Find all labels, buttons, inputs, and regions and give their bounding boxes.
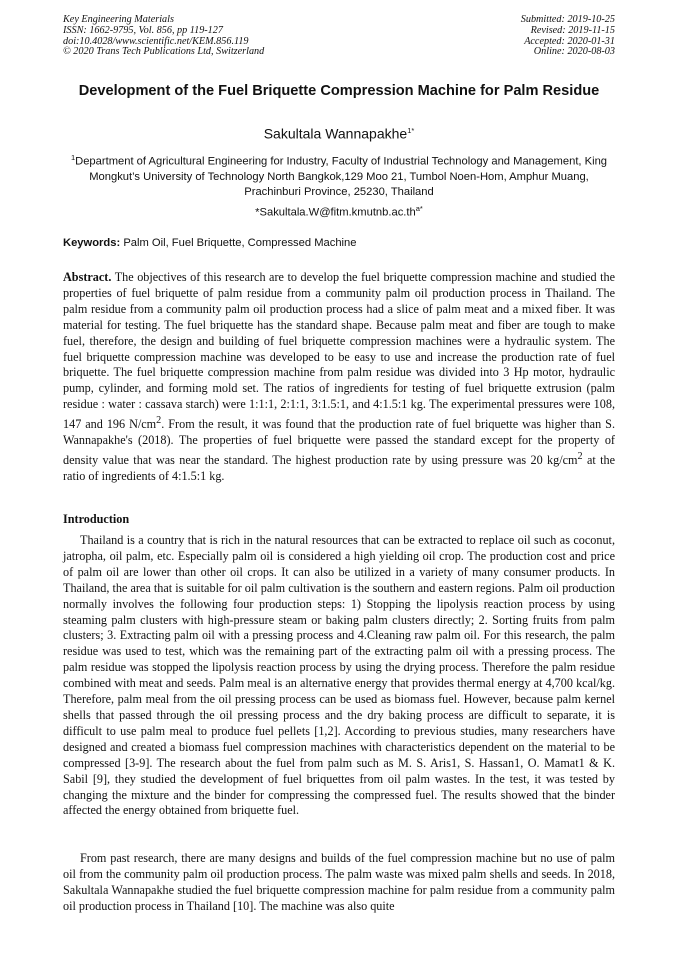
abstract-label: Abstract. xyxy=(63,270,112,284)
email-address[interactable]: *Sakultala.W@fitm.kmutnb.ac.th xyxy=(255,206,416,219)
keywords-text: Palm Oil, Fuel Briquette, Compressed Machine xyxy=(123,237,357,249)
journal-copyright: © 2020 Trans Tech Publications Ltd, Switzerland xyxy=(63,46,265,58)
submitted-date: Submitted: 2019-10-25 xyxy=(520,14,615,25)
abstract-text-2: . From the result, it was found that the production rate of fuel briquette was higher than S. Wannapakhe's (2018). The properties of fuel briquette were passed the standard except for the property of density value that was near the standard. The highest production rate by using pressure was 20 kg/cm xyxy=(63,417,615,468)
abstract-sup-1: 2 xyxy=(156,415,162,427)
keywords xyxy=(63,236,615,251)
author-email xyxy=(63,201,615,221)
journal-name: Key Engineering Materials xyxy=(63,14,174,25)
accepted-date: Accepted: 2020-01-31 xyxy=(524,35,615,47)
abstract-text-1: The objectives of this research are to develop the fuel briquette compression machine and studied the properties of fuel briquette of palm residue from a community palm oil production process in Thailand. The palm residue from a community palm oil production process had a slice of palm meat and a mixed fiber. It was material for testing. The fuel briquette has the standard shape. Because palm meat and fiber are tough to make fuel, therefore, the design and building of fuel briquette compression machines were a hydraulic system. The fuel briquette compression machine was developed to be easy to use and increase the production rate of fuel briquette. The fuel briquette compression machine from palm residue was divided into 3 Hp motor, hydraulic pump, cylinder, and forming mold set. The ratios of ingredients for testing of fuel briquette extrusion (palm residue : water : cassava starch) were 1:1:1, 2:1:1, 3:1.5:1, and 4:1.5:1 kg. The experimental pressures were 108, 147 and 196 N/cm xyxy=(63,270,615,432)
revised-date: Revised: 2019-11-15 xyxy=(530,24,615,36)
introduction-paragraph-1: Thailand is a country that is rich in the natural resources that can be extracted to replace oil such as coconut, jatropha, oil palm, etc. Especially palm oil is considered a high yielding oil crop. The production cost and price of palm oil are lower than other oil crops. It can also be utilized in a variety of many consumer products. In Thailand, the area that is suitable for oil palm cultivation is the southern and eastern regions. Palm oil production normally involves the following four production steps: 1) Stopping the lipolysis reaction process by using steaming palm clusters with high-pressure steam or baking palm clusters directly; 2. Sorting fruits from palm clusters; 3. Extracting palm oil with a pressing process and 4.Cleaning raw palm oil. For this research, the palm residue was used to test, which was the remaining part of the extracting palm oil with a pressing process. The palm residue was stopped the lipolysis reaction process by using the drying process. Therefore the palm residue combined with meat and seeds. Palm meal is an alternative energy that provides thermal energy at 4,700 kcal/kg. Therefore, palm meal from the oil pressing process can be used as biomass fuel. However, because palm kernel shells that passed through the oil pressing process and the dry baking process are difficult to separate, it is difficult to use palm meal to produce fuel pellets [1,2]. According to previous studies, many researchers have designed and created a biomass fuel compression machines with characteristics dependent on the material to be compressed [3-9]. The research about the fuel from palm such as M. S. Aris1, S. Hassan1, O. Mamat1 & K. Sabil [9], they studied the development of fuel briquettes from oil palm wastes. In the test, it was tested by changing the mixture and the binder for compressing the compressed fuel. The results showed that the binder affected the energy obtained from briquette fuel. xyxy=(63,533,615,818)
email-mark: a* xyxy=(415,204,423,213)
author-line xyxy=(63,122,615,143)
author-name: Sakultala Wannapakhe xyxy=(263,125,408,142)
abstract xyxy=(63,270,615,485)
journal-issn: ISSN: 1662-9795, Vol. 856, pp 119-127 xyxy=(63,24,223,36)
affiliation-text: Department of Agricultural Engineering for Industry, Faculty of Industrial Technology and Management, King Mongkut’s University of Technology North Bangkok,129 Moo 21, Tumbol Noen-Hom, Amphur Muang, Prachinburi Province, 25230, Thailand xyxy=(75,155,608,198)
introduction-paragraph-2: From past research, there are many designs and builds of the fuel compression machine but no use of palm oil from the community palm oil production process. The palm waste was mixed palm shells and seeds. In 2018, Sakultala Wannapakhe studied the fuel briquette compression machine for palm residue from a community palm oil production process in Thailand [10]. The machine was also quite xyxy=(63,851,615,913)
online-date: Online: 2020-08-03 xyxy=(533,46,615,58)
affiliation xyxy=(63,150,615,200)
introduction-heading: Introduction xyxy=(63,512,130,526)
paper-title: Development of the Fuel Briquette Compression Machine for Palm Residue xyxy=(78,83,600,99)
abstract-text-3: at the ratio of ingredients of 4:1.5:1 kg. xyxy=(63,453,615,483)
submission-dates xyxy=(521,15,615,58)
journal-info xyxy=(63,15,264,58)
author-marks: 1* xyxy=(407,126,415,135)
affiliation-mark: 1 xyxy=(70,153,76,162)
abstract-sup-2: 2 xyxy=(577,451,583,463)
journal-doi[interactable]: doi:10.4028/www.scientific.net/KEM.856.119 xyxy=(63,35,249,47)
keywords-label: Keywords: xyxy=(63,237,121,249)
